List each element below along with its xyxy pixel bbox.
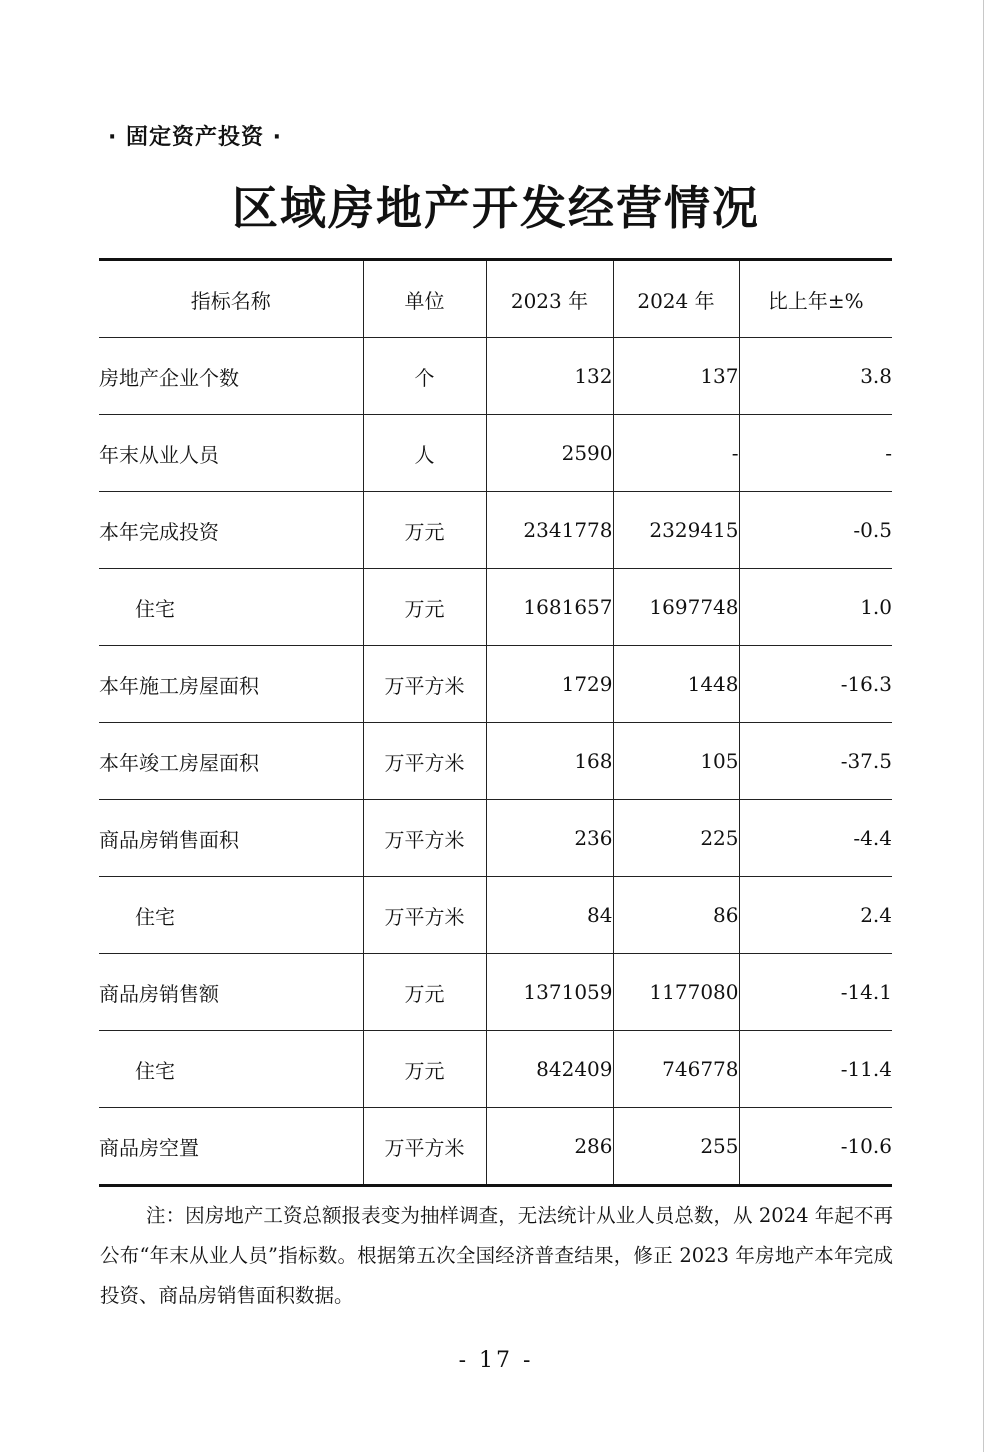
row-unit: 个 [363,338,486,415]
row-value-2024: 105 [613,723,739,800]
row-value-2024: 225 [613,800,739,877]
row-unit: 万平方米 [363,800,486,877]
data-table [99,258,892,1187]
table-row [99,338,892,415]
row-name: 商品房销售额 [99,954,363,1031]
header-change-percent: 比上年±% [739,260,892,338]
row-name: 年末从业人员 [99,415,363,492]
row-name: 住宅 [99,569,363,646]
row-value-2023: 1681657 [486,569,613,646]
row-value-2023: 236 [486,800,613,877]
table-row [99,1031,892,1108]
row-unit: 万平方米 [363,1108,486,1186]
row-change: -16.3 [739,646,892,723]
row-change: 1.0 [739,569,892,646]
row-value-2023: 84 [486,877,613,954]
row-change: -0.5 [739,492,892,569]
section-tag: · 固定资产投资 · [108,125,283,150]
row-value-2024: 746778 [613,1031,739,1108]
row-unit: 人 [363,415,486,492]
row-unit: 万元 [363,1031,486,1108]
row-name: 住宅 [99,877,363,954]
table-row [99,569,892,646]
row-value-2023: 132 [486,338,613,415]
table-row [99,646,892,723]
row-unit: 万平方米 [363,877,486,954]
header-unit: 单位 [363,260,486,338]
row-change: -10.6 [840,1134,892,1158]
row-change: -14.1 [739,954,892,1031]
row-value-2023: 842409 [486,1031,613,1108]
table-header-row [99,260,892,338]
row-unit: 万元 [363,492,486,569]
row-value-2024: 137 [613,338,739,415]
table-row [99,954,892,1031]
row-change: -11.4 [739,1031,892,1108]
row-change: -4.4 [739,800,892,877]
header-year-2024: 2024 年 [613,260,739,338]
row-value-2024: 1448 [613,646,739,723]
row-name: 住宅 [99,1031,363,1108]
header-year-2023: 2023 年 [486,260,613,338]
row-unit: 万元 [363,569,486,646]
row-value-2024: 2329415 [613,492,739,569]
row-name: 房地产企业个数 [99,338,363,415]
row-value-2023: 1371059 [486,954,613,1031]
row-value-2024: 86 [613,877,739,954]
row-value-2024: 255 [613,1108,739,1186]
row-name: 商品房空置 [99,1108,363,1186]
row-value-2023: 2590 [486,415,613,492]
page-title: 区域房地产开发经营情况 [232,181,760,235]
footnote: 注：因房地产工资总额报表变为抽样调查，无法统计从业人员总数，从 2024 年起不再公布“年末从业人员”指标数。根据第五次全国经济普查结果，修正 2023 年房地产本年完成投资、商品房销售面积数据。 [100,1204,893,1307]
row-value-2024: - [613,415,739,492]
row-value-2024: 1177080 [613,954,739,1031]
header-indicator-name: 指标名称 [99,260,363,338]
row-change: 3.8 [739,338,892,415]
table-row [99,415,892,492]
table-row [99,723,892,800]
row-change: -37.5 [739,723,892,800]
row-value-2023: 1729 [486,646,613,723]
row-change: 2.4 [739,877,892,954]
table-row [99,1108,892,1186]
table-row [99,492,892,569]
row-unit: 万平方米 [363,723,486,800]
table-row [99,800,892,877]
row-value-2024: 1697748 [613,569,739,646]
row-value-2023: 2341778 [486,492,613,569]
table-row [99,877,892,954]
row-name: 商品房销售面积 [99,800,363,877]
row-unit: 万平方米 [363,646,486,723]
row-unit: 万元 [363,954,486,1031]
row-value-2023: 286 [486,1108,613,1186]
row-name: 本年施工房屋面积 [99,646,363,723]
page-number: - 17 - [458,1348,534,1373]
row-value-2023: 168 [486,723,613,800]
row-change: - [739,415,892,492]
row-name: 本年竣工房屋面积 [99,723,363,800]
row-name: 本年完成投资 [99,492,363,569]
